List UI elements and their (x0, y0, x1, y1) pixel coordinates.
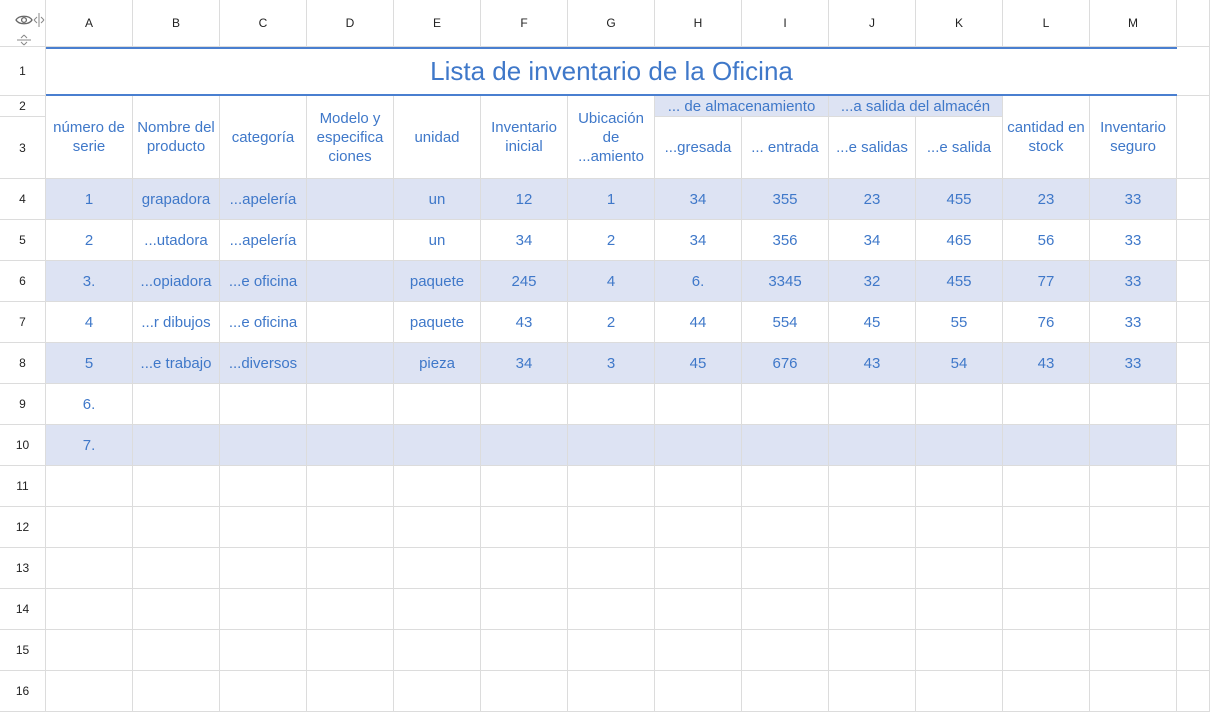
empty-cell[interactable] (481, 630, 568, 671)
row-header-4[interactable]: 4 (0, 179, 46, 220)
table-cell[interactable] (1090, 384, 1177, 425)
header-ubicacion[interactable]: Ubicación de ...amiento (568, 96, 655, 179)
empty-cell[interactable] (133, 507, 220, 548)
table-cell[interactable]: ...opiadora (133, 261, 220, 302)
empty-cell[interactable] (655, 589, 742, 630)
table-cell[interactable]: 33 (1090, 261, 1177, 302)
row-header-11[interactable]: 11 (0, 466, 46, 507)
empty-cell[interactable] (307, 507, 394, 548)
empty-cell[interactable] (568, 548, 655, 589)
table-cell[interactable]: 465 (916, 220, 1003, 261)
table-cell[interactable] (220, 384, 307, 425)
column-header-f[interactable]: F (481, 0, 568, 47)
empty-cell[interactable] (916, 507, 1003, 548)
table-cell[interactable]: 77 (1003, 261, 1090, 302)
table-cell[interactable]: 676 (742, 343, 829, 384)
row-header-5[interactable]: 5 (0, 220, 46, 261)
empty-cell[interactable] (568, 671, 655, 712)
table-cell[interactable] (829, 384, 916, 425)
cell-blank (1177, 261, 1210, 302)
empty-cell[interactable] (133, 630, 220, 671)
table-cell[interactable] (307, 343, 394, 384)
empty-cell[interactable] (916, 466, 1003, 507)
row-header-6[interactable]: 6 (0, 261, 46, 302)
empty-cell[interactable] (568, 630, 655, 671)
empty-cell[interactable] (133, 466, 220, 507)
table-cell[interactable]: 2 (46, 220, 133, 261)
table-cell[interactable]: 3 (568, 343, 655, 384)
empty-cell[interactable] (307, 548, 394, 589)
table-cell[interactable]: 34 (481, 220, 568, 261)
empty-cell (1177, 548, 1210, 589)
empty-cell[interactable] (481, 466, 568, 507)
row-header-10[interactable]: 10 (0, 425, 46, 466)
empty-cell[interactable] (655, 507, 742, 548)
empty-cell[interactable] (481, 671, 568, 712)
empty-cell (1177, 507, 1210, 548)
cell-blank (1177, 220, 1210, 261)
table-cell[interactable]: 12 (481, 179, 568, 220)
table-cell[interactable]: 33 (1090, 220, 1177, 261)
header-cantidad-stock[interactable]: cantidad en stock (1003, 96, 1090, 179)
table-cell[interactable]: ...e oficina (220, 302, 307, 343)
table-cell[interactable]: 34 (829, 220, 916, 261)
column-header-b[interactable]: B (133, 0, 220, 47)
header-ingresada[interactable]: ...gresada (655, 117, 742, 179)
select-all-corner[interactable] (0, 0, 46, 47)
table-cell[interactable]: 1 (568, 179, 655, 220)
table-cell[interactable]: 32 (829, 261, 916, 302)
table-cell[interactable]: 23 (829, 179, 916, 220)
column-header-k[interactable]: K (916, 0, 1003, 47)
row-header-12[interactable]: 12 (0, 507, 46, 548)
row-header-3[interactable]: 3 (0, 117, 46, 179)
empty-cell[interactable] (1003, 671, 1090, 712)
empty-cell[interactable] (394, 671, 481, 712)
table-cell[interactable]: 34 (481, 343, 568, 384)
header-unidad[interactable]: unidad (394, 96, 481, 179)
empty-cell[interactable] (46, 466, 133, 507)
empty-cell[interactable] (307, 589, 394, 630)
empty-cell[interactable] (829, 548, 916, 589)
empty-cell[interactable] (1003, 466, 1090, 507)
header-modelo[interactable]: Modelo y especifica ciones (307, 96, 394, 179)
table-cell[interactable] (655, 384, 742, 425)
table-cell[interactable] (568, 384, 655, 425)
empty-cell[interactable] (220, 589, 307, 630)
table-cell[interactable] (307, 302, 394, 343)
column-header-i[interactable]: I (742, 0, 829, 47)
table-cell[interactable]: 56 (1003, 220, 1090, 261)
table-cell[interactable]: 33 (1090, 343, 1177, 384)
row-header-13[interactable]: 13 (0, 548, 46, 589)
table-cell[interactable] (1003, 425, 1090, 466)
row-header-7[interactable]: 7 (0, 302, 46, 343)
column-header-g[interactable]: G (568, 0, 655, 47)
empty-cell[interactable] (1003, 589, 1090, 630)
header-nombre-producto[interactable]: Nombre del producto (133, 96, 220, 179)
empty-cell[interactable] (307, 630, 394, 671)
table-cell[interactable]: 76 (1003, 302, 1090, 343)
empty-cell[interactable] (220, 671, 307, 712)
empty-cell[interactable] (133, 589, 220, 630)
table-cell[interactable] (394, 425, 481, 466)
row-header-1[interactable]: 1 (0, 47, 46, 96)
table-cell[interactable]: ...utadora (133, 220, 220, 261)
header-inventario-seguro[interactable]: Inventario seguro (1090, 96, 1177, 179)
table-cell[interactable]: 34 (655, 220, 742, 261)
empty-cell[interactable] (46, 548, 133, 589)
empty-cell[interactable] (829, 589, 916, 630)
row-header-16[interactable]: 16 (0, 671, 46, 712)
empty-cell[interactable] (46, 507, 133, 548)
row-header-2[interactable]: 2 (0, 96, 46, 117)
header-categoria[interactable]: categoría (220, 96, 307, 179)
table-cell[interactable] (307, 384, 394, 425)
table-cell[interactable] (742, 384, 829, 425)
cell-blank (1177, 179, 1210, 220)
empty-cell (1177, 589, 1210, 630)
table-cell[interactable] (742, 425, 829, 466)
empty-cell[interactable] (742, 589, 829, 630)
table-cell[interactable]: 54 (916, 343, 1003, 384)
table-cell[interactable]: 4 (568, 261, 655, 302)
table-cell[interactable]: 33 (1090, 179, 1177, 220)
table-cell[interactable]: 34 (655, 179, 742, 220)
table-cell[interactable]: 43 (829, 343, 916, 384)
table-cell[interactable]: 6. (655, 261, 742, 302)
empty-cell[interactable] (133, 548, 220, 589)
empty-cell[interactable] (742, 466, 829, 507)
header-group-salida[interactable]: ...a salida del almacén (829, 96, 1003, 117)
empty-cell[interactable] (481, 548, 568, 589)
header-entrada[interactable]: ... entrada (742, 117, 829, 179)
empty-cell[interactable] (46, 630, 133, 671)
table-cell[interactable]: 455 (916, 179, 1003, 220)
table-cell[interactable] (307, 425, 394, 466)
table-cell[interactable]: 6. (46, 384, 133, 425)
table-cell[interactable] (307, 261, 394, 302)
table-cell[interactable]: 44 (655, 302, 742, 343)
table-cell[interactable] (916, 384, 1003, 425)
empty-cell[interactable] (394, 507, 481, 548)
table-cell[interactable]: ...e trabajo (133, 343, 220, 384)
table-cell[interactable]: 43 (1003, 343, 1090, 384)
table-cell[interactable]: 455 (916, 261, 1003, 302)
table-cell[interactable]: ...apelería (220, 179, 307, 220)
empty-cell[interactable] (220, 507, 307, 548)
cell-blank (1177, 96, 1210, 179)
row-resize-icon[interactable] (17, 34, 31, 46)
empty-cell[interactable] (742, 671, 829, 712)
empty-cell[interactable] (829, 671, 916, 712)
row-header-15[interactable]: 15 (0, 630, 46, 671)
empty-cell[interactable] (220, 548, 307, 589)
table-cell[interactable]: grapadora (133, 179, 220, 220)
table-cell[interactable] (307, 220, 394, 261)
column-header-j[interactable]: J (829, 0, 916, 47)
table-cell[interactable]: 356 (742, 220, 829, 261)
empty-cell[interactable] (1003, 548, 1090, 589)
empty-cell[interactable] (1003, 630, 1090, 671)
empty-cell[interactable] (1090, 589, 1177, 630)
table-cell[interactable]: 7. (46, 425, 133, 466)
table-cell[interactable] (568, 425, 655, 466)
table-cell[interactable] (307, 179, 394, 220)
empty-cell[interactable] (742, 507, 829, 548)
empty-cell[interactable] (46, 671, 133, 712)
empty-cell[interactable] (568, 466, 655, 507)
empty-cell[interactable] (394, 630, 481, 671)
empty-cell[interactable] (307, 671, 394, 712)
cell-blank (1177, 302, 1210, 343)
table-cell[interactable] (220, 425, 307, 466)
empty-cell[interactable] (307, 466, 394, 507)
table-cell[interactable]: un (394, 179, 481, 220)
empty-cell[interactable] (481, 589, 568, 630)
column-header-m[interactable]: M (1090, 0, 1177, 47)
table-cell[interactable]: 355 (742, 179, 829, 220)
empty-cell[interactable] (916, 671, 1003, 712)
header-inventario-inicial[interactable]: Inventario inicial (481, 96, 568, 179)
column-header-a[interactable]: A (46, 0, 133, 47)
header-numero-serie[interactable]: número de serie (46, 96, 133, 179)
empty-cell[interactable] (481, 507, 568, 548)
column-header-blank (1177, 0, 1210, 47)
table-cell[interactable] (1090, 425, 1177, 466)
column-header-l[interactable]: L (1003, 0, 1090, 47)
table-cell[interactable]: paquete (394, 261, 481, 302)
empty-cell[interactable] (394, 548, 481, 589)
row-header-8[interactable]: 8 (0, 343, 46, 384)
empty-cell[interactable] (1090, 630, 1177, 671)
empty-cell[interactable] (742, 630, 829, 671)
empty-cell[interactable] (1090, 548, 1177, 589)
empty-cell[interactable] (829, 630, 916, 671)
table-cell[interactable]: ...e oficina (220, 261, 307, 302)
empty-cell[interactable] (220, 466, 307, 507)
table-cell[interactable] (133, 384, 220, 425)
empty-cell[interactable] (1003, 507, 1090, 548)
empty-cell[interactable] (829, 466, 916, 507)
table-cell[interactable]: 45 (655, 343, 742, 384)
table-cell[interactable]: 23 (1003, 179, 1090, 220)
empty-cell[interactable] (133, 671, 220, 712)
empty-cell[interactable] (1090, 466, 1177, 507)
table-cell[interactable]: 554 (742, 302, 829, 343)
empty-cell[interactable] (46, 589, 133, 630)
table-cell[interactable]: ...diversos (220, 343, 307, 384)
table-cell[interactable]: 45 (829, 302, 916, 343)
empty-cell (1177, 466, 1210, 507)
column-header-e[interactable]: E (394, 0, 481, 47)
sheet-title[interactable]: Lista de inventario de la Oficina (46, 47, 1177, 96)
table-cell[interactable] (394, 384, 481, 425)
header-salidas[interactable]: ...e salidas (829, 117, 916, 179)
table-cell[interactable]: ...apelería (220, 220, 307, 261)
cell-blank (1177, 384, 1210, 425)
table-cell[interactable]: 3345 (742, 261, 829, 302)
table-cell[interactable]: paquete (394, 302, 481, 343)
empty-cell[interactable] (1090, 671, 1177, 712)
empty-cell[interactable] (916, 589, 1003, 630)
empty-cell[interactable] (220, 630, 307, 671)
table-cell[interactable]: pieza (394, 343, 481, 384)
empty-cell[interactable] (829, 507, 916, 548)
table-cell[interactable]: 1 (46, 179, 133, 220)
table-cell[interactable]: un (394, 220, 481, 261)
empty-cell[interactable] (655, 466, 742, 507)
empty-cell[interactable] (394, 589, 481, 630)
cell-blank (1177, 343, 1210, 384)
row-header-9[interactable]: 9 (0, 384, 46, 425)
empty-cell[interactable] (568, 507, 655, 548)
table-cell[interactable] (829, 425, 916, 466)
table-cell[interactable]: 5 (46, 343, 133, 384)
table-cell[interactable]: 3. (46, 261, 133, 302)
header-salida[interactable]: ...e salida (916, 117, 1003, 179)
table-cell[interactable]: 33 (1090, 302, 1177, 343)
column-header-d[interactable]: D (307, 0, 394, 47)
empty-cell[interactable] (394, 466, 481, 507)
empty-cell[interactable] (655, 630, 742, 671)
table-cell[interactable]: 245 (481, 261, 568, 302)
empty-cell[interactable] (568, 589, 655, 630)
table-cell[interactable]: 2 (568, 220, 655, 261)
table-cell[interactable] (916, 425, 1003, 466)
empty-cell[interactable] (742, 548, 829, 589)
eye-icon[interactable] (15, 14, 33, 26)
table-cell[interactable] (481, 425, 568, 466)
table-cell[interactable]: 43 (481, 302, 568, 343)
table-cell[interactable] (133, 425, 220, 466)
empty-cell (1177, 630, 1210, 671)
table-cell[interactable]: ...r dibujos (133, 302, 220, 343)
cell-blank (1177, 425, 1210, 466)
table-cell[interactable] (481, 384, 568, 425)
empty-cell[interactable] (655, 671, 742, 712)
header-group-almacenamiento[interactable]: ... de almacenamiento (655, 96, 829, 117)
empty-cell (1177, 671, 1210, 712)
table-cell[interactable] (1003, 384, 1090, 425)
table-cell[interactable]: 2 (568, 302, 655, 343)
row-header-14[interactable]: 14 (0, 589, 46, 630)
empty-cell[interactable] (916, 630, 1003, 671)
empty-cell[interactable] (1090, 507, 1177, 548)
column-header-h[interactable]: H (655, 0, 742, 47)
cell-blank (1177, 47, 1210, 96)
column-header-c[interactable]: C (220, 0, 307, 47)
column-resize-icon[interactable] (33, 13, 45, 27)
empty-cell[interactable] (916, 548, 1003, 589)
empty-cell[interactable] (655, 548, 742, 589)
table-cell[interactable]: 4 (46, 302, 133, 343)
table-cell[interactable]: 55 (916, 302, 1003, 343)
table-cell[interactable] (655, 425, 742, 466)
